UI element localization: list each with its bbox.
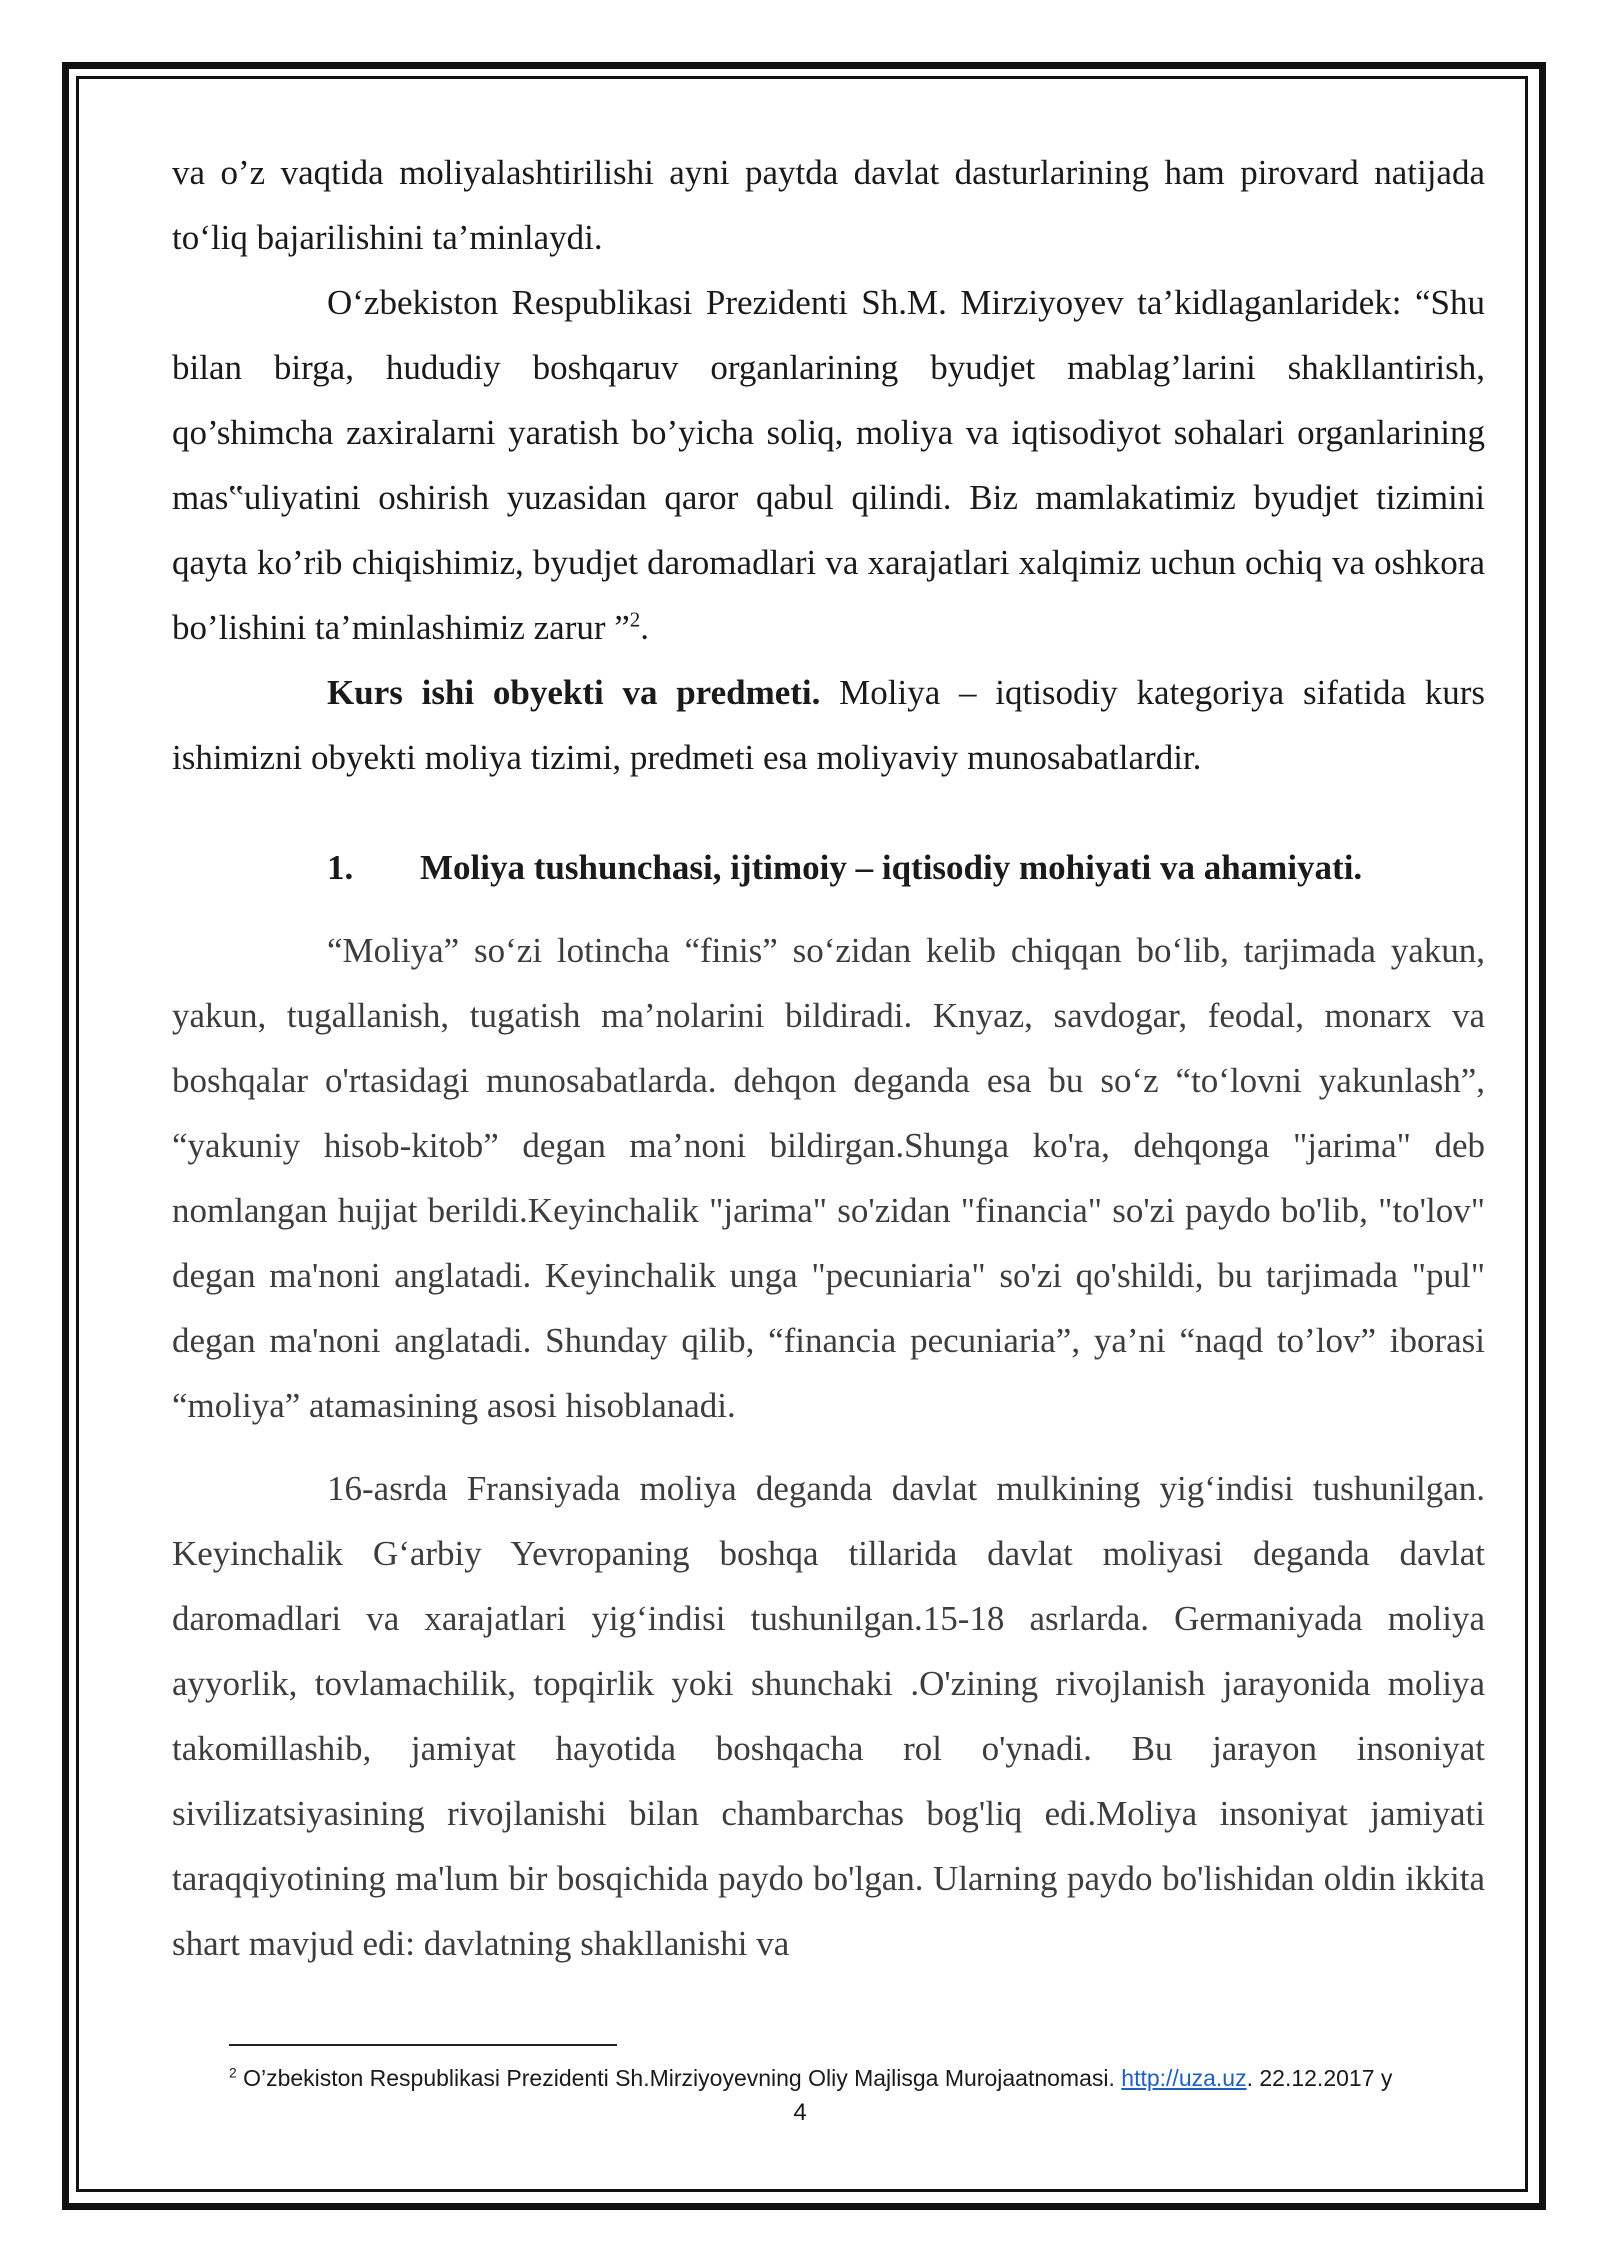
section-heading	[172, 835, 1485, 900]
paragraph-object-subject	[172, 660, 1485, 790]
footnote	[229, 2060, 1485, 2096]
paragraph-continuation: va o’z vaqtida moliyalashtirilishi ayni paytda davlat dasturlarining ham pirovard natijada to‘liq bajarilishini ta’minlaydi.	[172, 153, 1485, 257]
paragraph-etymology: “Moliya” so‘zi lotincha “finis” so‘zidan kelib chiqqan bo‘lib, tarjimada yakun, yakun, tugallanish, tugatish ma’nolarini bildiradi. Knyaz, savdogar, feodal, monarx va boshqalar o'rtasidagi munosabatlarda. dehqon deganda esa bu so‘z “to‘lovni yakunlash”, “yakuniy hisob-kitob” degan ma’noni bildirgan.Shunga ko'ra, dehqonga "jarima" deb nomlangan hujjat berildi.Keyinchalik "jarima" so'zidan "financia" so'zi paydo bo'lib, "to'lov" degan ma'noni anglatadi. Keyinchalik unga "pecuniaria" so'zi qo'shildi, bu tarjimada "pul" degan ma'noni anglatadi. Shunday qilib, “financia pecuniaria”, ya’ni “naqd to’lov” iborasi “moliya” atamasining asosi hisoblanadi.	[172, 931, 1485, 1425]
quote-text: O‘zbekiston Respublikasi Prezidenti Sh.M. Mirziyoyev ta’kidlaganlaridek: “Shu bilan birga, hududiy boshqaruv organlarining byudjet mablag’larini shakllantirish, qo’shimcha zaxiralarni yaratish bo’yicha soliq, moliya va iqtisodiyot sohalari organlarining mas‟uliyatini oshirish yuzasidan qaror qabul qilindi. Biz mamlakatimiz byudjet tizimini qayta ko’rib chiqishimiz, byudjet daromadlari va xarajatlari xalqimiz uchun ochiq va oshkora bo’lishini ta’minlashimiz zarur ”	[172, 283, 1485, 647]
document-body	[172, 140, 1485, 1976]
section-title: Moliya tushunchasi, ijtimoiy – iqtisodiy mohiyati va ahamiyati.	[420, 848, 1363, 887]
object-subject-text: Moliya – iqtisodiy kategoriya sifatida kurs ishimizni obyekti moliya tizimi, predmeti esa moliyaviy munosabatlardir.	[172, 673, 1485, 777]
quote-end-period: .	[640, 608, 650, 647]
paragraph-history: 16-asrda Fransiyada moliya deganda davlat mulkining yig‘indisi tushunilgan. Keyinchalik G‘arbiy Yevropaning boshqa tillarida davlat moliyasi deganda davlat daromadlari va xarajatlari yig‘indisi tushunilgan.15-18 asrlarda. Germaniyada moliya ayyorlik, tovlamachilik, topqirlik yoki shunchaki .O'zining rivojlanish jarayonida moliya takomillashib, jamiyat hayotida boshqacha rol o'ynadi. Bu jarayon insoniyat sivilizatsiyasining rivojlanishi bilan chambarchas bog'liq edi.Moliya insoniyat jamiyati taraqqiyotining ma'lum bir bosqichida paydo bo'lgan. Ularning paydo bo'lishidan oldin ikkita shart mavjud edi: davlatning shakllanishi va	[172, 1469, 1485, 1963]
footnote-link[interactable]: http://uza.uz	[1121, 2065, 1247, 2091]
footnote-reference[interactable]: 2	[629, 607, 641, 632]
section-number: 1.	[327, 848, 354, 887]
footnote-separator	[229, 2044, 617, 2046]
paragraph-president-quote	[172, 270, 1485, 660]
footnote-date: . 22.12.2017 y	[1246, 2065, 1393, 2091]
object-subject-label: Kurs ishi obyekti va predmeti.	[327, 673, 821, 712]
footnote-text: O’zbekiston Respublikasi Prezidenti Sh.Mirziyoyevning Oliy Majlisga Murojaatnomasi.	[236, 2065, 1122, 2091]
footnote-marker: 2	[229, 2065, 237, 2081]
page-number: 4	[793, 2099, 807, 2126]
